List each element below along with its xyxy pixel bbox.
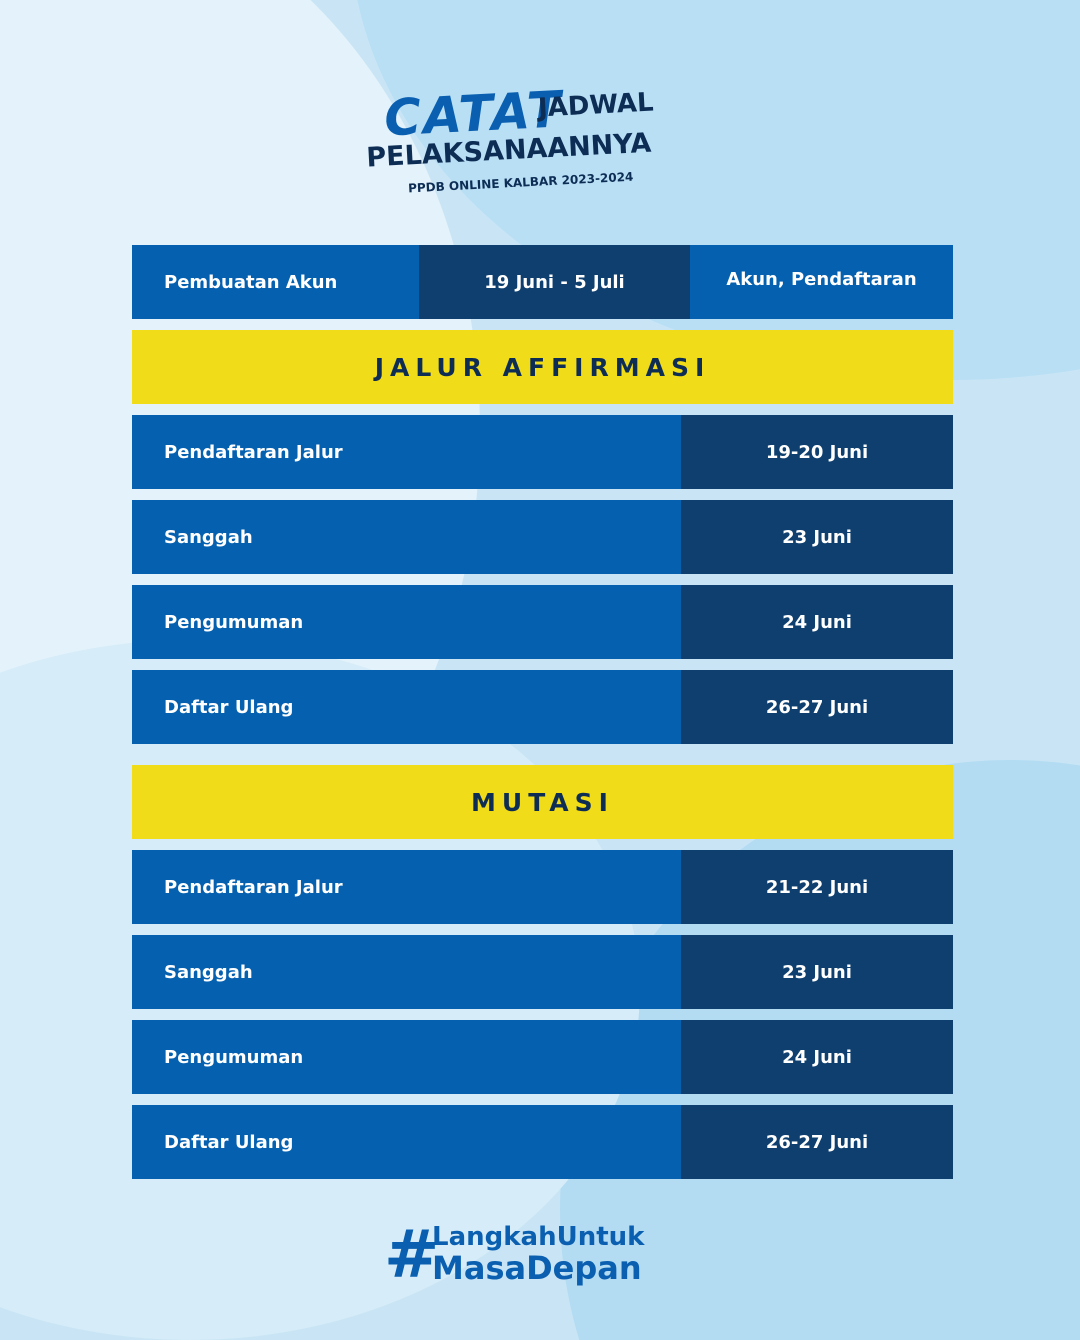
row-label: Pengumuman [132,585,681,659]
title-subtitle: PPDB ONLINE KALBAR 2023-2024 [407,169,634,196]
section-header-mutasi: MUTASI [132,765,953,839]
title-catat: CATAT [382,80,565,148]
schedule-row [132,1020,953,1094]
row-date: 24 Juni [681,1020,953,1094]
row-date: 23 Juni [681,500,953,574]
row-label: Pembuatan Akun [132,245,419,319]
schedule-row [132,850,953,924]
row-date: 21-22 Juni [681,850,953,924]
row-date: 19-20 Juni [681,415,953,489]
schedule-row [132,585,953,659]
hash-symbol: # [384,1216,440,1293]
schedule-row [132,415,953,489]
page-title [357,71,703,219]
row-label: Sanggah [132,500,681,574]
row-date: 26-27 Juni [681,670,953,744]
row-date: 24 Juni [681,585,953,659]
row-date: 19 Juni - 5 Juli [419,245,690,319]
row-label: Pendaftaran Jalur [132,850,681,924]
row-date: 26-27 Juni [681,1105,953,1179]
schedule-row [132,935,953,1009]
hashtag-line1: LangkahUntuk [432,1222,645,1252]
section-header-affirmasi: JALUR AFFIRMASI [132,330,953,404]
row-note: Akun, Pendaftaran [690,245,953,319]
title-jadwal: JADWAL [537,87,655,124]
row-label: Sanggah [132,935,681,1009]
row-label: Pendaftaran Jalur [132,415,681,489]
schedule-row-pembuatan-akun [132,245,953,319]
schedule-row [132,670,953,744]
schedule-row [132,1105,953,1179]
row-label: Daftar Ulang [132,1105,681,1179]
row-date: 23 Juni [681,935,953,1009]
row-label: Daftar Ulang [132,670,681,744]
schedule-row [132,500,953,574]
row-label: Pengumuman [132,1020,681,1094]
hashtag-line2: MasaDepan [432,1249,642,1287]
title-pelaksanaan: PELAKSANAANNYA [365,127,652,174]
hashtag-logo [384,1216,684,1293]
